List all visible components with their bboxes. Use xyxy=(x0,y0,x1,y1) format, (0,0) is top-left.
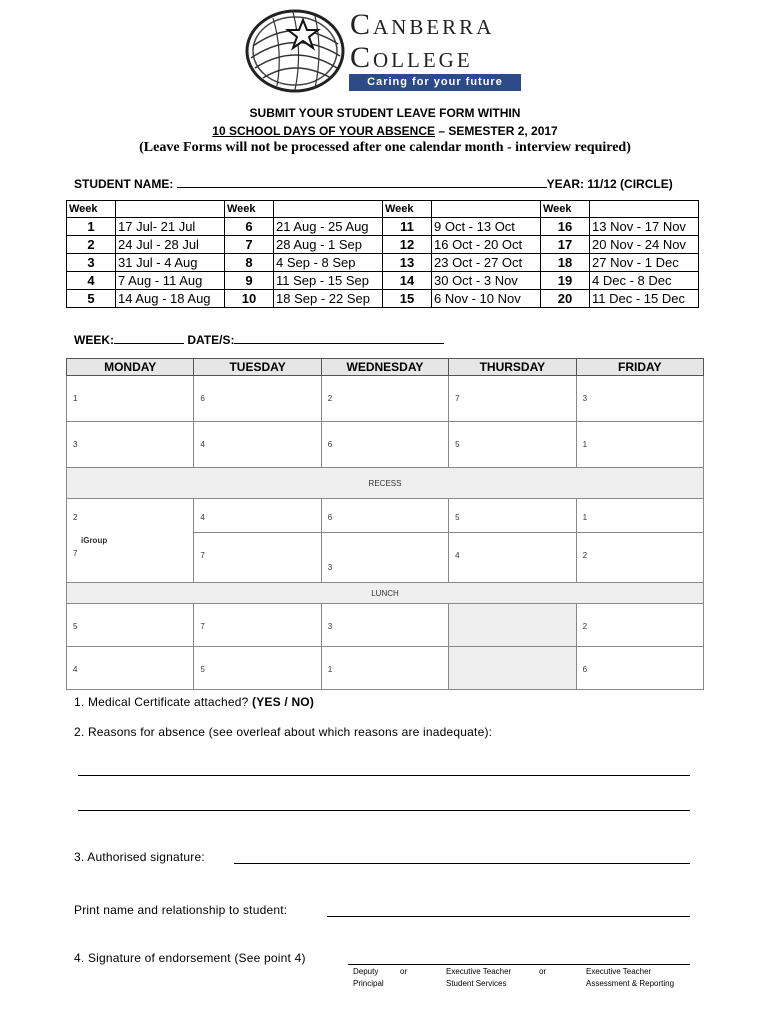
student-name-row xyxy=(74,175,673,191)
medical-certificate-label: 1. Medical Certificate attached? xyxy=(74,695,253,709)
period-number: 1 xyxy=(582,440,588,449)
week-number: 1 xyxy=(67,218,116,236)
form-title-deadline: 10 SCHOOL DAYS OF YOUR ABSENCE xyxy=(212,124,435,138)
period-cell[interactable] xyxy=(194,422,321,468)
period-cell[interactable] xyxy=(67,499,194,583)
week-range: 31 Jul - 4 Aug xyxy=(116,254,225,272)
week-number: 17 xyxy=(541,236,590,254)
timetable-row xyxy=(67,499,704,533)
period-cell[interactable] xyxy=(576,376,703,422)
period-number: 6 xyxy=(327,513,333,522)
week-header-blank xyxy=(274,201,383,218)
period-cell[interactable] xyxy=(449,376,576,422)
week-number: 8 xyxy=(225,254,274,272)
print-name-line[interactable] xyxy=(327,916,690,917)
week-number: 3 xyxy=(67,254,116,272)
period-cell[interactable] xyxy=(321,533,448,583)
college-name-line1: Canberra xyxy=(350,8,495,41)
week-range: 21 Aug - 25 Aug xyxy=(274,218,383,236)
endorser-deputy-line2: Principal xyxy=(353,979,384,988)
week-header: Week xyxy=(383,201,432,218)
week-number: 14 xyxy=(383,272,432,290)
week-header-blank xyxy=(590,201,699,218)
week-number: 6 xyxy=(225,218,274,236)
period-cell[interactable] xyxy=(67,647,194,690)
week-date-row xyxy=(74,331,444,347)
week-header-blank xyxy=(432,201,541,218)
week-range: 27 Nov - 1 Dec xyxy=(590,254,699,272)
week-range: 20 Nov - 24 Nov xyxy=(590,236,699,254)
period-cell[interactable] xyxy=(194,604,321,647)
day-thursday: THURSDAY xyxy=(449,359,576,376)
day-monday: MONDAY xyxy=(67,359,194,376)
period-number: 1 xyxy=(73,394,78,403)
period-number: 5 xyxy=(455,440,460,449)
period-number: 4 xyxy=(73,665,78,674)
year-label: YEAR: 11/12 (CIRCLE) xyxy=(546,177,673,191)
week-row xyxy=(67,254,699,272)
college-name xyxy=(350,8,525,74)
timetable-row xyxy=(67,647,704,690)
week-header: Week xyxy=(67,201,116,218)
week-range: 18 Sep - 22 Sep xyxy=(274,290,383,308)
student-name-field[interactable] xyxy=(177,175,547,188)
period-cell[interactable] xyxy=(576,422,703,468)
period-cell-empty xyxy=(449,604,576,647)
question-endorsement: 4. Signature of endorsement (See point 4) xyxy=(74,951,306,965)
period-cell[interactable] xyxy=(321,376,448,422)
period-number: 2 xyxy=(73,513,78,522)
period-number: 3 xyxy=(327,563,333,572)
period-cell[interactable] xyxy=(449,422,576,468)
week-number: 4 xyxy=(67,272,116,290)
period-number: 4 xyxy=(200,513,205,522)
college-name-line2: College xyxy=(350,41,473,74)
week-field[interactable] xyxy=(114,331,184,344)
question-reasons: 2. Reasons for absence (see overleaf about which reasons are inadequate): xyxy=(74,725,493,739)
week-range: 28 Aug - 1 Sep xyxy=(274,236,383,254)
period-number: 6 xyxy=(327,440,333,449)
endorser-exec-student-services xyxy=(446,967,511,988)
timetable xyxy=(66,358,704,690)
period-cell[interactable] xyxy=(194,376,321,422)
reason-line-1[interactable] xyxy=(78,775,690,776)
authorised-signature-line[interactable] xyxy=(234,863,690,864)
period-number: 6 xyxy=(582,665,588,674)
week-range: 24 Jul - 28 Jul xyxy=(116,236,225,254)
week-label: WEEK: xyxy=(74,333,114,347)
week-range: 11 Sep - 15 Sep xyxy=(274,272,383,290)
endorser-deputy-line1: Deputy xyxy=(353,967,379,976)
week-range: 23 Oct - 27 Oct xyxy=(432,254,541,272)
student-name-label: STUDENT NAME: xyxy=(74,177,174,191)
print-name-label: Print name and relationship to student: xyxy=(74,903,288,917)
week-row xyxy=(67,236,699,254)
question-medical-certificate xyxy=(74,695,314,709)
endorser-exec2-line1: Executive Teacher xyxy=(586,967,652,976)
period-number: 5 xyxy=(73,622,78,631)
college-tagline: Caring for your future xyxy=(349,74,521,91)
period-cell[interactable] xyxy=(67,376,194,422)
period-number: 7 xyxy=(200,622,205,631)
week-range: 9 Oct - 13 Oct xyxy=(432,218,541,236)
medical-certificate-options[interactable]: (YES / NO) xyxy=(252,695,315,709)
week-range: 13 Nov - 17 Nov xyxy=(590,218,699,236)
week-range: 4 Sep - 8 Sep xyxy=(274,254,383,272)
period-number: 6 xyxy=(200,394,205,403)
week-number: 2 xyxy=(67,236,116,254)
endorser-deputy-principal xyxy=(353,967,384,988)
week-range: 16 Oct - 20 Oct xyxy=(432,236,541,254)
form-title-semester: – SEMESTER 2, 2017 xyxy=(435,124,558,138)
day-wednesday: WEDNESDAY xyxy=(321,359,448,376)
period-number: 4 xyxy=(455,551,460,560)
lunch-label: LUNCH xyxy=(67,583,704,604)
period-cell[interactable] xyxy=(67,422,194,468)
lunch-row xyxy=(67,583,704,604)
period-cell[interactable] xyxy=(321,499,448,533)
period-number: 2 xyxy=(327,394,333,403)
period-cell[interactable] xyxy=(576,533,703,583)
period-number: 7 xyxy=(73,549,78,558)
week-range: 14 Aug - 18 Aug xyxy=(116,290,225,308)
period-cell-empty xyxy=(449,647,576,690)
period-number: 3 xyxy=(582,394,588,403)
week-row xyxy=(67,272,699,290)
period-number: 7 xyxy=(455,394,460,403)
period-cell[interactable] xyxy=(321,647,448,690)
week-number: 19 xyxy=(541,272,590,290)
period-cell[interactable] xyxy=(194,647,321,690)
timetable-row xyxy=(67,604,704,647)
form-title-line1: SUBMIT YOUR STUDENT LEAVE FORM WITHIN xyxy=(249,106,521,120)
period-cell[interactable] xyxy=(194,533,321,583)
timetable-row xyxy=(67,422,704,468)
period-cell[interactable] xyxy=(449,533,576,583)
period-cell[interactable] xyxy=(321,604,448,647)
college-logo-globe xyxy=(243,6,347,96)
week-number: 18 xyxy=(541,254,590,272)
igroup-label: iGroup xyxy=(81,536,108,545)
period-cell[interactable] xyxy=(194,499,321,533)
week-table-header xyxy=(67,201,699,218)
week-number: 12 xyxy=(383,236,432,254)
week-number: 5 xyxy=(67,290,116,308)
recess-label: RECESS xyxy=(67,468,704,499)
timetable-header xyxy=(67,359,704,376)
period-number: 3 xyxy=(327,622,333,631)
period-number: 5 xyxy=(455,513,460,522)
week-range: 7 Aug - 11 Aug xyxy=(116,272,225,290)
period-number: 7 xyxy=(200,551,205,560)
period-cell[interactable] xyxy=(449,499,576,533)
endorser-exec1-line1: Executive Teacher xyxy=(446,967,512,976)
week-calendar-table xyxy=(66,200,699,308)
endorser-or-2: or xyxy=(539,967,547,976)
endorsement-signature-line[interactable] xyxy=(348,964,690,965)
week-range: 4 Dec - 8 Dec xyxy=(590,272,699,290)
endorser-exec1-line2: Student Services xyxy=(446,979,507,988)
day-tuesday: TUESDAY xyxy=(194,359,321,376)
reason-line-2[interactable] xyxy=(78,810,690,811)
period-cell[interactable] xyxy=(67,604,194,647)
week-row xyxy=(67,218,699,236)
week-number: 15 xyxy=(383,290,432,308)
week-row xyxy=(67,290,699,308)
timetable-row xyxy=(67,376,704,422)
period-cell[interactable] xyxy=(576,647,703,690)
recess-row xyxy=(67,468,704,499)
day-friday: FRIDAY xyxy=(576,359,703,376)
period-number: 2 xyxy=(582,551,588,560)
period-cell[interactable] xyxy=(576,499,703,533)
week-number: 9 xyxy=(225,272,274,290)
period-cell[interactable] xyxy=(321,422,448,468)
endorser-or-1: or xyxy=(400,967,408,976)
endorser-exec-assessment xyxy=(586,967,674,988)
form-title-note: (Leave Forms will not be processed after one calendar month - interview required) xyxy=(139,140,631,155)
dates-label: DATE/S: xyxy=(187,333,235,347)
period-number: 1 xyxy=(582,513,588,522)
period-number: 1 xyxy=(327,665,333,674)
endorser-exec2-line2: Assessment & Reporting xyxy=(586,979,675,988)
question-authorised-signature: 3. Authorised signature: xyxy=(74,850,205,864)
period-number: 5 xyxy=(200,665,205,674)
week-number: 13 xyxy=(383,254,432,272)
dates-field[interactable] xyxy=(234,331,444,344)
period-number: 2 xyxy=(582,622,588,631)
period-number: 3 xyxy=(73,440,78,449)
week-header-blank xyxy=(116,201,225,218)
week-number: 20 xyxy=(541,290,590,308)
week-number: 16 xyxy=(541,218,590,236)
week-range: 17 Jul- 21 Jul xyxy=(116,218,225,236)
week-range: 11 Dec - 15 Dec xyxy=(590,290,699,308)
period-cell[interactable] xyxy=(576,604,703,647)
week-number: 7 xyxy=(225,236,274,254)
week-range: 30 Oct - 3 Nov xyxy=(432,272,541,290)
period-number: 4 xyxy=(200,440,205,449)
week-header: Week xyxy=(225,201,274,218)
week-number: 11 xyxy=(383,218,432,236)
week-number: 10 xyxy=(225,290,274,308)
week-range: 6 Nov - 10 Nov xyxy=(432,290,541,308)
week-header: Week xyxy=(541,201,590,218)
form-title-line2 xyxy=(0,124,770,138)
